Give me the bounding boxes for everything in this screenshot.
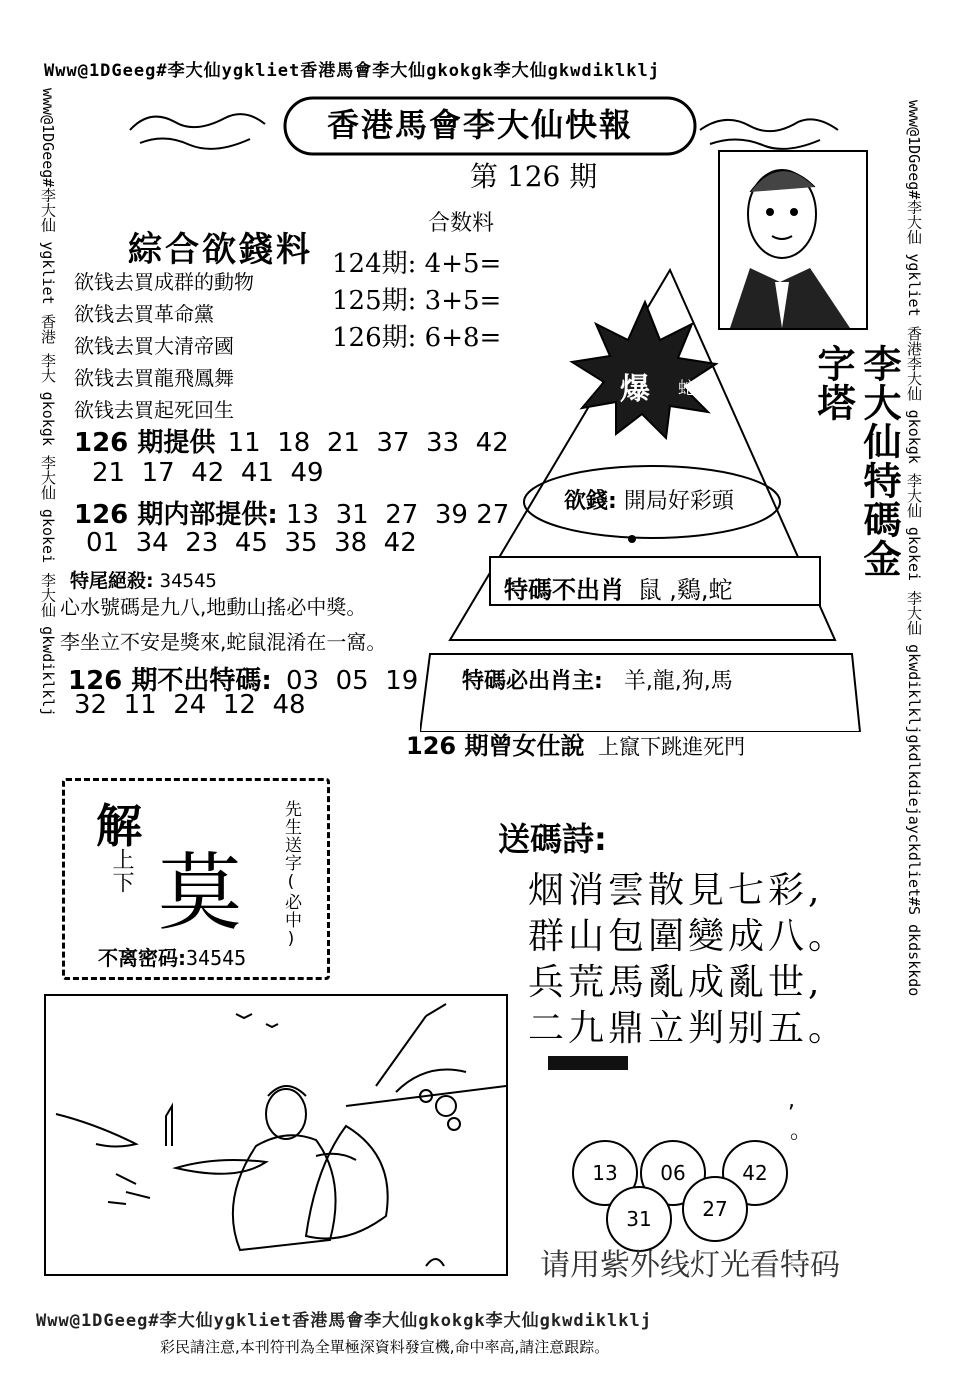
internal-numbers-2: 01 34 23 45 35 38 42 xyxy=(86,528,417,558)
stray-mark: , xyxy=(788,1088,795,1113)
pyramid-want-text: 開局好彩頭 xyxy=(623,489,734,514)
number-ball: 06 xyxy=(640,1140,706,1206)
pyramid-want-label: 欲錢: xyxy=(564,489,617,514)
want-money-item: 欲钱去買龍飛鳳舞 xyxy=(74,366,234,390)
send-poem-title: 送碼詩: xyxy=(498,820,607,858)
want-money-item: 欲钱去買成群的動物 xyxy=(74,270,254,294)
pyramid-not-out xyxy=(504,570,733,605)
riddle-secret xyxy=(98,942,246,971)
pyramid-want xyxy=(564,484,734,515)
riddle-solve: 解 xyxy=(96,799,142,853)
internal-label: 126 期内部提供: xyxy=(74,500,278,530)
issue-label: 第 126 期 xyxy=(470,160,598,193)
send-poem-line: 兵荒馬亂成亂世, xyxy=(528,962,824,1003)
watermark-bottom: Www@1DGeeg#李大仙ygkliet香港馬會李大仙gkokgk李大仙gkwdiklklj xyxy=(36,1311,652,1331)
no-special-numbers-2: 32 11 24 12 48 xyxy=(74,690,306,720)
stamp-mark xyxy=(548,1056,628,1070)
header-title: 香港馬會李大仙快報 xyxy=(326,106,633,144)
riddle-side: 先生送字(必中) xyxy=(281,800,301,950)
tseng-says xyxy=(406,726,745,761)
pyramid-must-out-text: 羊,龍,狗,馬 xyxy=(623,669,733,694)
tseng-says-label: 126 期曾女仕說 xyxy=(406,732,585,760)
tail-kill-label: 特尾絕殺: xyxy=(70,570,154,592)
stray-mark: 。 xyxy=(790,1119,813,1144)
want-money-item: 欲钱去買大清帝國 xyxy=(74,334,234,358)
illustration-frame xyxy=(44,994,508,1276)
lady-with-pipa-image xyxy=(46,996,506,1274)
riddle-solve-sub: 上下 xyxy=(109,848,134,894)
internal-numbers: 13 31 27 39 27 xyxy=(286,500,510,530)
poem-line-1: 心水號碼是九八,地動山搖必中獎。 xyxy=(60,595,367,619)
pyramid-not-out-text: 鼠 ,鷄,蛇 xyxy=(637,576,733,604)
sum-row: 126期: 6+8= xyxy=(332,323,502,353)
tail-kill-value: 34545 xyxy=(159,570,217,592)
number-ball: 42 xyxy=(722,1140,788,1206)
provide-numbers: 11 18 21 37 33 42 xyxy=(227,428,509,458)
provide-numbers-2: 21 17 42 41 49 xyxy=(92,458,324,488)
watermark-top: Www@1DGeeg#李大仙ygkliet香港馬會李大仙gkokgk李大仙gkwdiklklj xyxy=(44,61,660,81)
send-poem-lines xyxy=(528,868,848,1052)
send-poem-line: 二九鼎立判别五。 xyxy=(528,1008,849,1049)
sum-row: 124期: 4+5= xyxy=(332,249,502,279)
riddle-char: 莫 xyxy=(158,844,243,942)
number-ball: 27 xyxy=(682,1176,748,1242)
uv-note: 请用紫外线灯光看特码 xyxy=(540,1248,840,1283)
pyramid-must-out xyxy=(462,664,733,695)
pyramid-side-title: 李大仙特碼金字塔 xyxy=(811,344,901,578)
tseng-says-text: 上竄下跳進死門 xyxy=(598,735,746,759)
number-ball: 13 xyxy=(572,1140,638,1206)
number-ball: 31 xyxy=(606,1186,672,1252)
provide-label: 126 期提供 xyxy=(74,428,216,458)
tail-kill xyxy=(70,566,217,593)
want-money-item: 欲钱去買革命黨 xyxy=(74,302,214,326)
sum-title: 合数料 xyxy=(428,211,495,236)
pyramid-must-out-label: 特碼必出肖主: xyxy=(462,669,603,694)
send-poem-line: 群山包圍變成八。 xyxy=(528,916,849,957)
want-money-title: 綜合欲錢料 xyxy=(128,230,313,270)
send-poem-line: 烟消雲散見七彩, xyxy=(528,870,824,911)
sum-row: 125期: 3+5= xyxy=(332,286,502,316)
want-money-list xyxy=(74,266,254,426)
riddle-secret-label: 不离密码: xyxy=(98,946,186,970)
riddle-secret-value: 34545 xyxy=(186,946,247,970)
want-money-item: 欲钱去買起死回生 xyxy=(74,398,234,422)
burst-zodiac: 蛇 xyxy=(678,379,695,399)
pyramid-not-out-label: 特碼不出肖 xyxy=(504,576,624,604)
watermark-left: www@1DGeeg#李大仙 ygkliet 香港 李大 gkokgk 李大仙 gkokei 李大仙 gkwdiklklj xyxy=(39,88,57,717)
poem-line-2: 李坐立不安是獎來,蛇鼠混淆在一窩。 xyxy=(60,630,387,654)
burst-char: 爆 xyxy=(620,372,650,407)
no-special-label: 126 期不出特碼: xyxy=(68,666,272,696)
watermark-right: www@1DGeeg#李大仙 ygkliet 香港李大仙 gkokgk 李大仙 gkokei 李大仙 gkwdiklkljgkdlkdiejayckdliet#S dkdskkdo xyxy=(905,100,923,997)
no-special-numbers: 03 05 19 xyxy=(286,666,419,696)
footer-note: 彩民請注意,本刊符刊為全單極深資料發宣機,命中率高,請注意跟踪。 xyxy=(160,1338,610,1356)
